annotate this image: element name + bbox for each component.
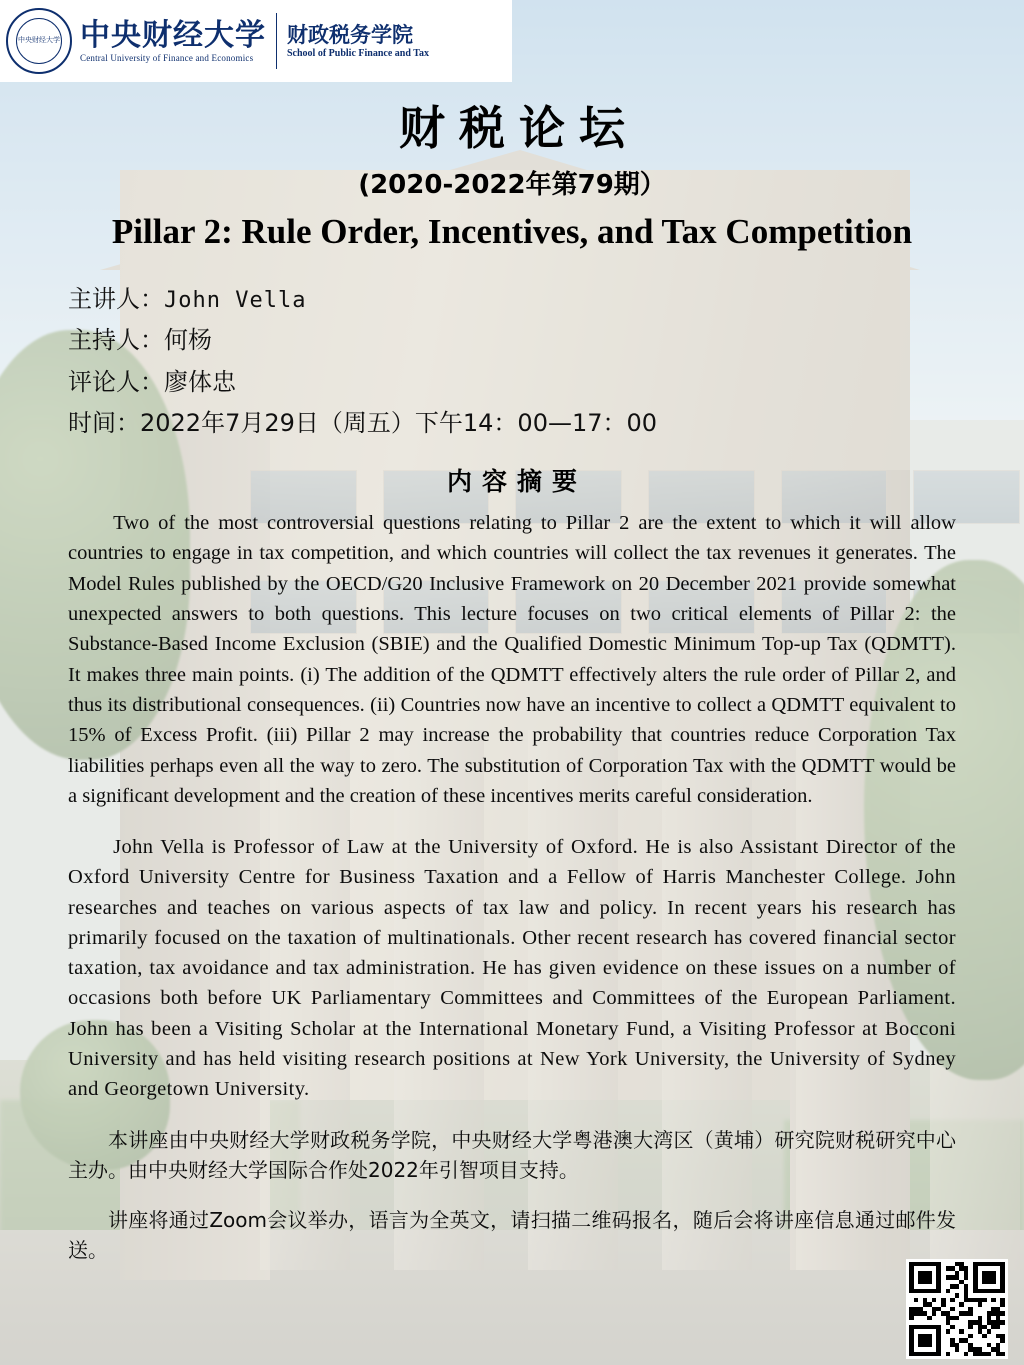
university-name-cn: 中央财经大学	[80, 17, 266, 53]
discussant-label: 评论人：	[68, 367, 164, 396]
host-value: 何杨	[164, 326, 212, 355]
event-details	[68, 279, 956, 444]
university-name-en: Central University of Finance and Economics	[80, 53, 254, 64]
school-name-en: School of Public Finance and Tax	[287, 48, 429, 60]
university-seal-text: 中央财经大学	[18, 36, 60, 45]
poster-title-cn: 财税论坛	[399, 101, 639, 155]
abstract-paragraph-2: John Vella is Professor of Law at the University of Oxford. He is also Assistant Director of the Oxford University Centre for Business Taxation and a Fellow of Harris Manchester College. John researches and teaches on various aspects of tax law and policy. In recent years his research has primarily focused on the taxation of multinationals. Other recent research has covered financial sector taxation, tax avoidance and tax administration. He has given evidence on these issues on a number of occasions both before UK Parliamentary Committees and Committees of the European Parliament. John has been a Visiting Scholar at the International Monetary Fund, a Visiting Professor at Bocconi University and has held visiting research positions at New York University, the University of Sydney and Georgetown University.	[68, 835, 956, 1101]
organizer-note: 本讲座由中央财经大学财政税务学院，中央财经大学粤港澳大湾区（黄埔）研究院财税研究中心主办。由中央财经大学国际合作处2022年引智项目支持。	[68, 1128, 956, 1183]
registration-note: 讲座将通过Zoom会议举办，语言为全英文，请扫描二维码报名，随后会将讲座信息通过邮件发送。	[68, 1208, 956, 1263]
time-label: 时间：	[68, 408, 140, 437]
qr-code-pattern	[909, 1262, 1005, 1356]
poster-title-en: Pillar 2: Rule Order, Incentives, and Tax Competition	[111, 212, 913, 251]
host-label: 主持人：	[68, 326, 164, 355]
abstract-paragraph-1: Two of the most controversial questions relating to Pillar 2 are the extent to which it will allow countries to engage in tax competition, and which countries will collect the tax revenues it generates. The Model Rules published by the OECD/G20 Inclusive Framework on 20 December 2021 provide somewhat unexpected answers to both questions. This lecture focuses on two critical elements of Pillar 2: the Substance-Based Income Exclusion (SBIE) and the Qualified Domestic Minimum Top-up Tax (QDMTT). It makes three main points. (i) The addition of the QDMTT effectively alters the rule order of Pillar 2, and thus its distributional consequences. (ii) Countries now have an incentive to collect a QDMTT equivalent to 15% of Excess Profit. (iii) Pillar 2 may increase the probability that countries reduce Corporation Tax liabilities perhaps even all the way to zero. The substitution of Corporation Tax with the QDMTT would be a significant development and the creation of these incentives merits careful consideration.	[68, 512, 956, 808]
registration-qr-code[interactable]	[906, 1259, 1008, 1359]
poster-issue-number: (2020-2022年第79期）	[358, 170, 666, 200]
school-name-cn: 财政税务学院	[287, 22, 413, 47]
time-line	[68, 403, 956, 444]
abstract-heading: 内容摘要	[446, 467, 587, 497]
discussant-line	[68, 362, 956, 403]
speaker-label: 主讲人：	[68, 285, 164, 313]
speaker-line	[68, 279, 956, 320]
speaker-value: John Vella	[164, 288, 307, 313]
host-line	[68, 320, 956, 361]
discussant-value: 廖体忠	[164, 367, 236, 396]
time-value: 2022年7月29日（周五）下午14：00—17：00	[140, 408, 658, 437]
